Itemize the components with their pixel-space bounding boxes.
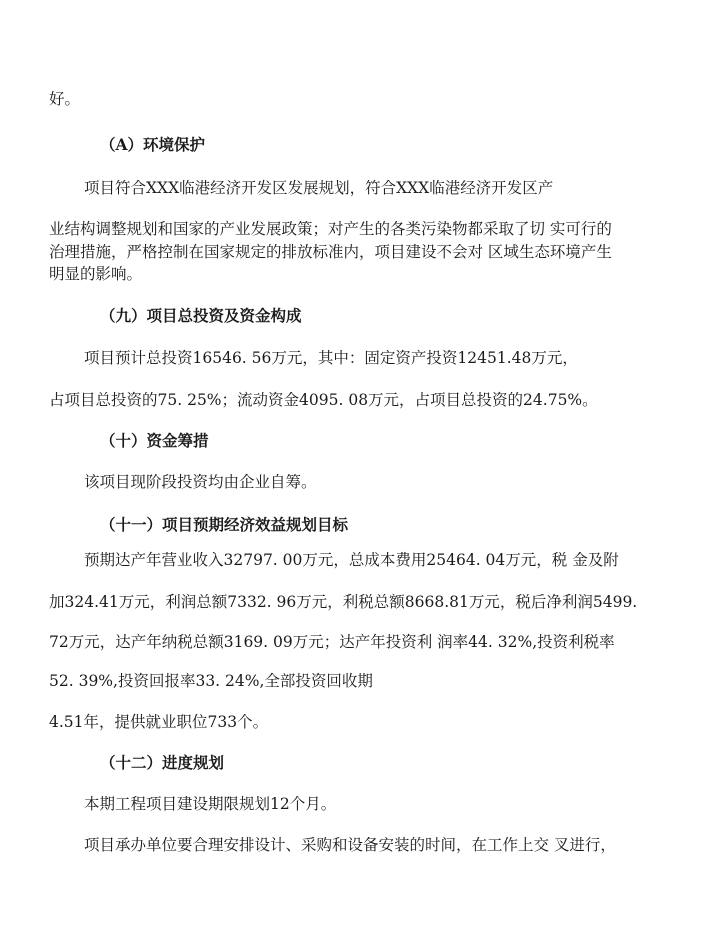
paragraph-line: 4.51年，提供就业职位733个。 [49, 713, 269, 731]
paragraph-line: 占项目总投资的75. 25%；流动资金4095. 08万元，占项目总投资的24.75%。 [49, 391, 598, 409]
paragraph-line: 72万元，达产年纳税总额3169. 09万元；达产年投资利 润率44. 32%,投资利税率 [49, 633, 615, 651]
section-heading-benefits: （十一）项目预期经济效益规划目标 [100, 515, 349, 534]
paragraph-line: 业结构调整规划和国家的产业发展政策；对产生的各类污染物都采取了切 实可行的 [49, 220, 612, 238]
section-heading-schedule: （十二）进度规划 [100, 753, 225, 772]
section-heading-environment: （A）环境保护 [100, 135, 206, 154]
paragraph-line: 好。 [49, 90, 81, 108]
paragraph-line: 项目预计总投资16546. 56万元，其中：固定资产投资12451.48万元， [84, 349, 578, 367]
section-heading-investment: （九）项目总投资及资金构成 [100, 306, 302, 325]
paragraph-line: 本期工程项目建设期限规划12个月。 [84, 795, 337, 813]
paragraph-line: 52. 39%,投资回报率33. 24%,全部投资回收期 [49, 672, 373, 690]
section-heading-funding: （十）资金筹措 [100, 431, 209, 450]
paragraph-line: 加324.41万元，利润总额7332. 96万元，利税总额8668.81万元，税后净利润5499. [49, 593, 638, 611]
paragraph-line: 预期达产年营业收入32797. 00万元，总成本费用25464. 04万元，税 金及附 [84, 551, 619, 569]
paragraph-line: 项目承办单位要合理安排设计、采购和设备安装的时间，在工作上交 叉进行， [84, 836, 616, 854]
paragraph-line: 治理措施，严格控制在国家规定的排放标准内，项目建设不会对 区域生态环境产生 [49, 243, 612, 261]
paragraph-line: 明显的影响。 [49, 265, 143, 283]
paragraph-line: 项目符合XXX临港经济开发区发展规划，符合XXX临港经济开发区产 [84, 179, 554, 197]
paragraph-line: 该项目现阶段投资均由企业自筹。 [84, 473, 317, 491]
